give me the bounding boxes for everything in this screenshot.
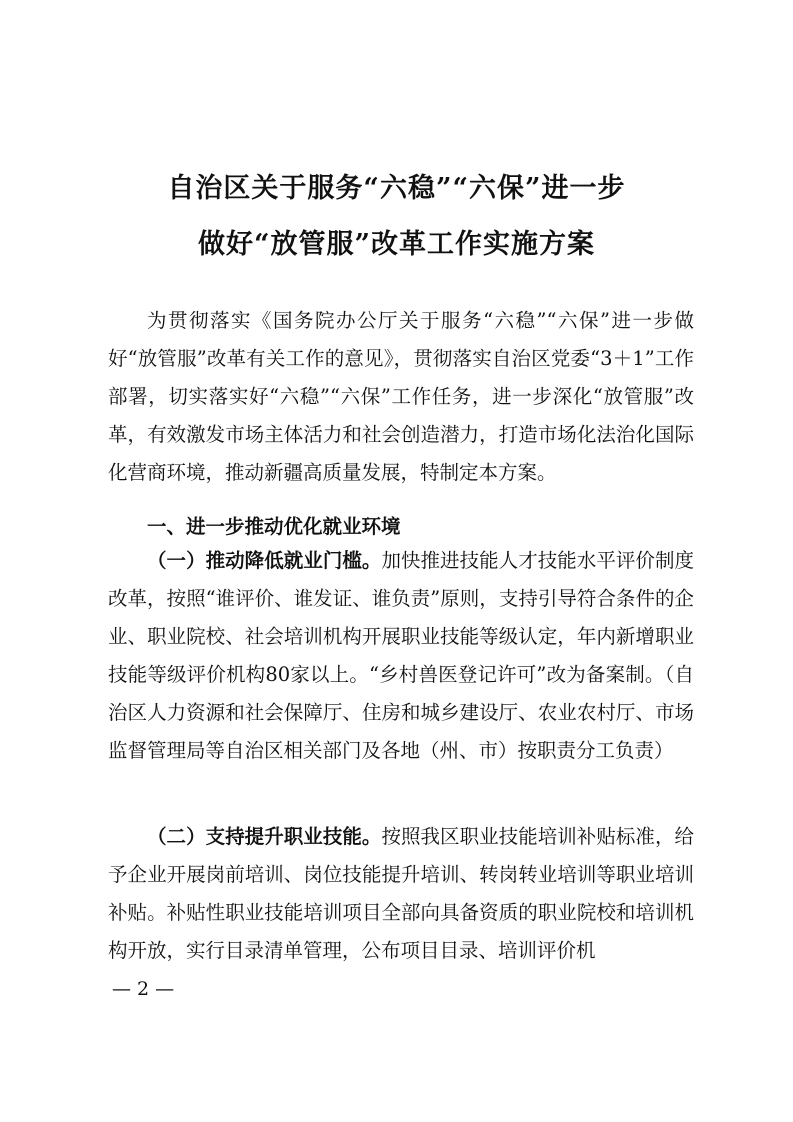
paragraph-item-2 <box>108 818 694 970</box>
document-title-line-1: 自治区关于服务“六稳”“六保”进一步 <box>167 173 626 204</box>
item-2-body: 按照我区职业技能培训补贴标准，给予企业开展岗前培训、岗位技能提升培训、转岗转业培训等职业培训补贴。补贴性职业技能培训项目全部向具备资质的职业院校和培训机构开放，实行目录清单管理，公布项目目录、培训评价机 <box>108 825 694 962</box>
page-number: — 2 — <box>112 978 175 1000</box>
intro-paragraph: 为贯彻落实《国务院办公厅关于服务“六稳”“六保”进一步做好“放管服”改革有关工作的意见》，贯彻落实自治区党委“3＋1”工作部署，切实落实好“六稳”“六保”工作任务，进一步深化“放管服”改革，有效激发市场主体活力和社会创造潜力，打造市场化法治化国际化营商环境，推动新疆高质量发展，特制定本方案。 <box>108 309 694 484</box>
section-heading: 一、进一步推动优化就业环境 <box>147 515 401 538</box>
item-2-label: （二）支持提升职业技能。 <box>147 825 382 848</box>
item-1-body: 加快推进技能人才技能水平评价制度改革，按照“谁评价、谁发证、谁负责”原则，支持引导符合条件的企业、职业院校、社会培训机构开展职业技能等级认定，年内新增职业技能等级评价机构80家以上。“乡村兽医登记许可”改为备案制。（自治区人力资源和社会保障厅、住房和城乡建设厅、农业农村厅、市场监督管理局等自治区相关部门及各地（州、市）按职责分工负责） <box>108 549 694 762</box>
item-1-label: （一）推动降低就业门槛。 <box>147 549 382 572</box>
document-title-line-2: 做好“放管服”改革工作实施方案 <box>197 229 596 260</box>
paragraph-item-1 <box>108 542 694 770</box>
